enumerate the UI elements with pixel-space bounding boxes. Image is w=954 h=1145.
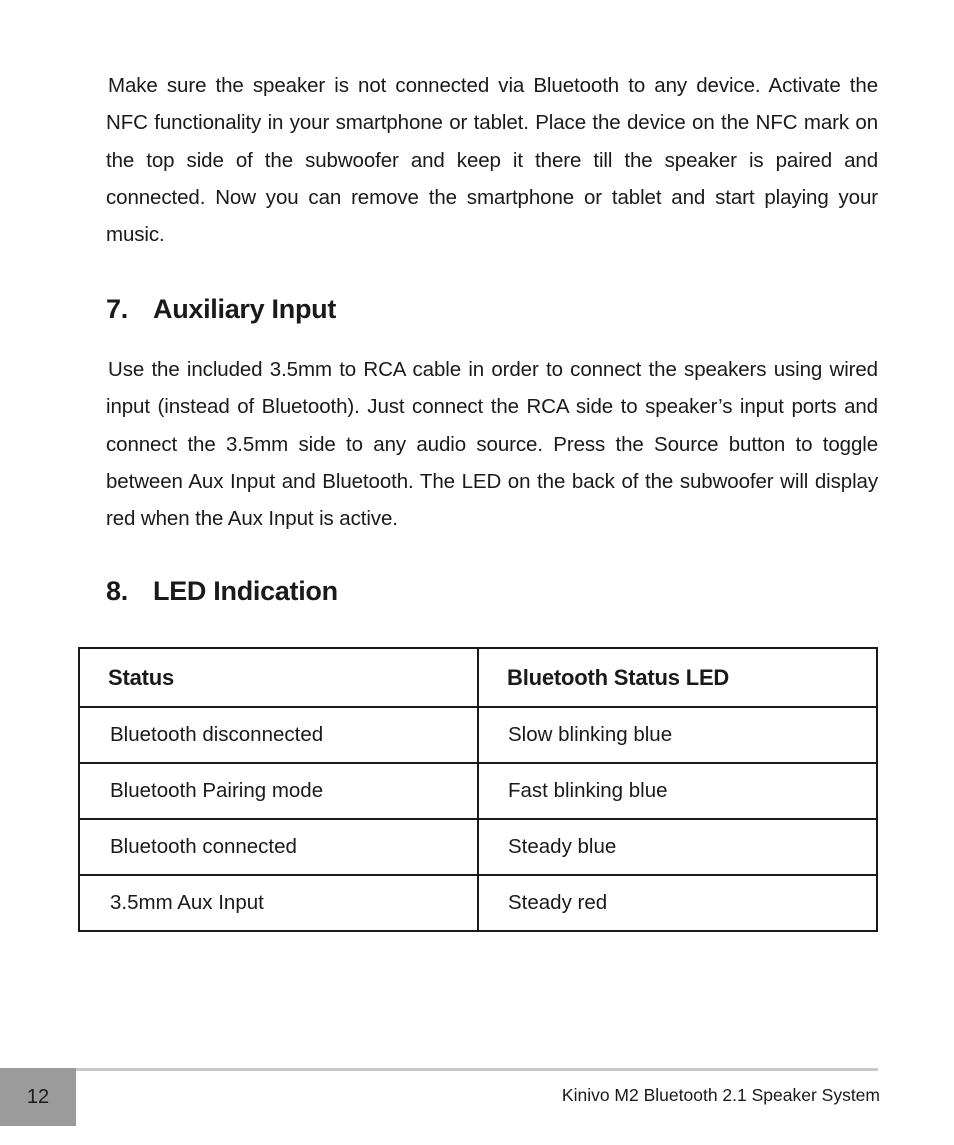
led-indication-table [78, 647, 878, 932]
section-heading-auxiliary-input [106, 294, 336, 325]
header-status: Status [79, 648, 478, 707]
section-number: 8. [106, 576, 128, 606]
auxiliary-input-paragraph: Use the included 3.5mm to RCA cable in order to connect the speakers using wired input (instead of Bluetooth). Just connect the RCA side to speaker’s input ports and connect the 3.5mm side to any audio source. Press the Source button to toggle between Aux Input and Bluetooth. The LED on the back of the subwoofer will display red when the Aux Input is active. [106, 358, 878, 531]
footer-divider [76, 1068, 878, 1071]
table-header-row [79, 648, 877, 707]
led-cell: Slow blinking blue [478, 707, 877, 763]
section-number: 7. [106, 294, 128, 324]
footer-title: Kinivo M2 Bluetooth 2.1 Speaker System [561, 1085, 880, 1105]
table-row [79, 763, 877, 819]
page-number: 12 [26, 1085, 50, 1108]
section-title: LED Indication [153, 576, 338, 606]
table-row [79, 707, 877, 763]
status-cell: Bluetooth connected [79, 819, 478, 875]
status-cell: Bluetooth disconnected [79, 707, 478, 763]
led-cell: Fast blinking blue [478, 763, 877, 819]
header-bluetooth-status-led: Bluetooth Status LED [478, 648, 877, 707]
section-title: Auxiliary Input [153, 294, 337, 324]
status-cell: 3.5mm Aux Input [79, 875, 478, 931]
status-cell: Bluetooth Pairing mode [79, 763, 478, 819]
table-row [79, 819, 877, 875]
page-number-box [0, 1068, 76, 1126]
led-cell: Steady red [478, 875, 877, 931]
section-heading-led-indication [106, 576, 338, 607]
led-cell: Steady blue [478, 819, 877, 875]
table-row [79, 875, 877, 931]
nfc-paragraph: Make sure the speaker is not connected via Bluetooth to any device. Activate the NFC functionality in your smartphone or tablet. Place the device on the NFC mark on the top side of the subwoofer and keep it there till the speaker is paired and connected. Now you can remove the smartphone or tablet and start playing your music. [106, 74, 878, 247]
